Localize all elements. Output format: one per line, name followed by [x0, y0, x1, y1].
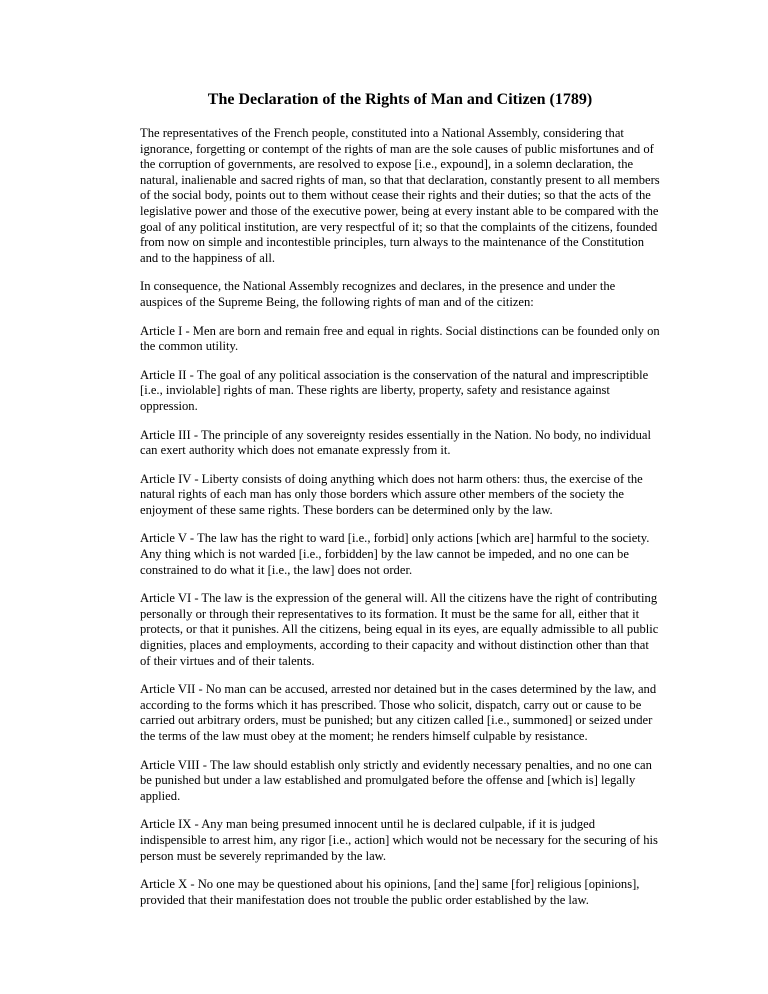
article-9: Article IX - Any man being presumed innocent until he is declared culpable, if it is judged indispensible to arrest him, any rigor [i.e., action] which would not be necessary for the securing of his person must be severely reprimanded by the law. [140, 817, 658, 863]
article-2: Article II - The goal of any political association is the conservation of the natural and imprescriptible [i.e., inviolable] rights of man. These rights are liberty, property, safety and resistance against oppression. [140, 367, 649, 413]
document-page [140, 90, 660, 921]
article-1: Article I - Men are born and remain free and equal in rights. Social distinctions can be founded only on the common utility. [140, 323, 660, 354]
article-5: Article V - The law has the right to ward [i.e., forbid] only actions [which are] harmful to the society. Any thing which is not warded [i.e., forbidden] by the law cannot be impeded, and no one can be constrained to do what it [i.e., the law] does not order. [140, 531, 650, 577]
article-3: Article III - The principle of any sovereignty resides essentially in the Nation. No body, no individual can exert authority which does not emanate expressly from it. [140, 427, 651, 458]
article-10: Article X - No one may be questioned about his opinions, [and the] same [for] religious [opinions], provided that their manifestation does not trouble the public order established by the law. [140, 877, 640, 907]
preamble-paragraph: The representatives of the French people, constituted into a National Assembly, considering that ignorance, forgetting or contempt of the rights of man are the sole causes of public misfortunes and of the corruption of governments, are resolved to expose [i.e., expound], in a solemn declaration, the natural, inalienable and sacred rights of man, so that that declaration, constantly present to all members of the social body, points out to them without cease their rights and their duties; so that the acts of the legislative power and those of the executive power, being at every instant able to be compared with the goal of any political institution, are very respectful of it; so that the complaints of the citizens, founded from now on simple and incontestible principles, turn always to the maintenance of the Constitution and to the happiness of all. [140, 126, 660, 265]
article-7: Article VII - No man can be accused, arrested nor detained but in the cases determined by the law, and according to the forms which it has prescribed. Those who solicit, dispatch, carry out or cause to be carried out arbitrary orders, must be punished; but any citizen called [i.e., summoned] or seized under the terms of the law must obey at the moment; he renders himself culpable by resistance. [140, 682, 657, 743]
recognition-paragraph: In consequence, the National Assembly recognizes and declares, in the presence and under the auspices of the Supreme Being, the following rights of man and of the citizen: [140, 279, 616, 309]
article-8: Article VIII - The law should establish only strictly and evidently necessary penalties, and no one can be punished but under a law established and promulgated before the offense and [which is] legally applied. [140, 757, 652, 803]
document-title: The Declaration of the Rights of Man and Citizen (1789) [207, 91, 593, 108]
article-6: Article VI - The law is the expression of the general will. All the citizens have the right of contributing personally or through their representatives to its formation. It must be the same for all, either that it protects, or that it punishes. All the citizens, being equal in its eyes, are equally admissible to all public dignities, places and employments, according to their capacity and without distinction other than that of their virtues and of their talents. [140, 591, 659, 668]
article-4: Article IV - Liberty consists of doing anything which does not harm others: thus, the exercise of the natural rights of each man has only those borders which assure other members of the society the enjoyment of these same rights. These borders can be determined only by the law. [140, 471, 643, 517]
